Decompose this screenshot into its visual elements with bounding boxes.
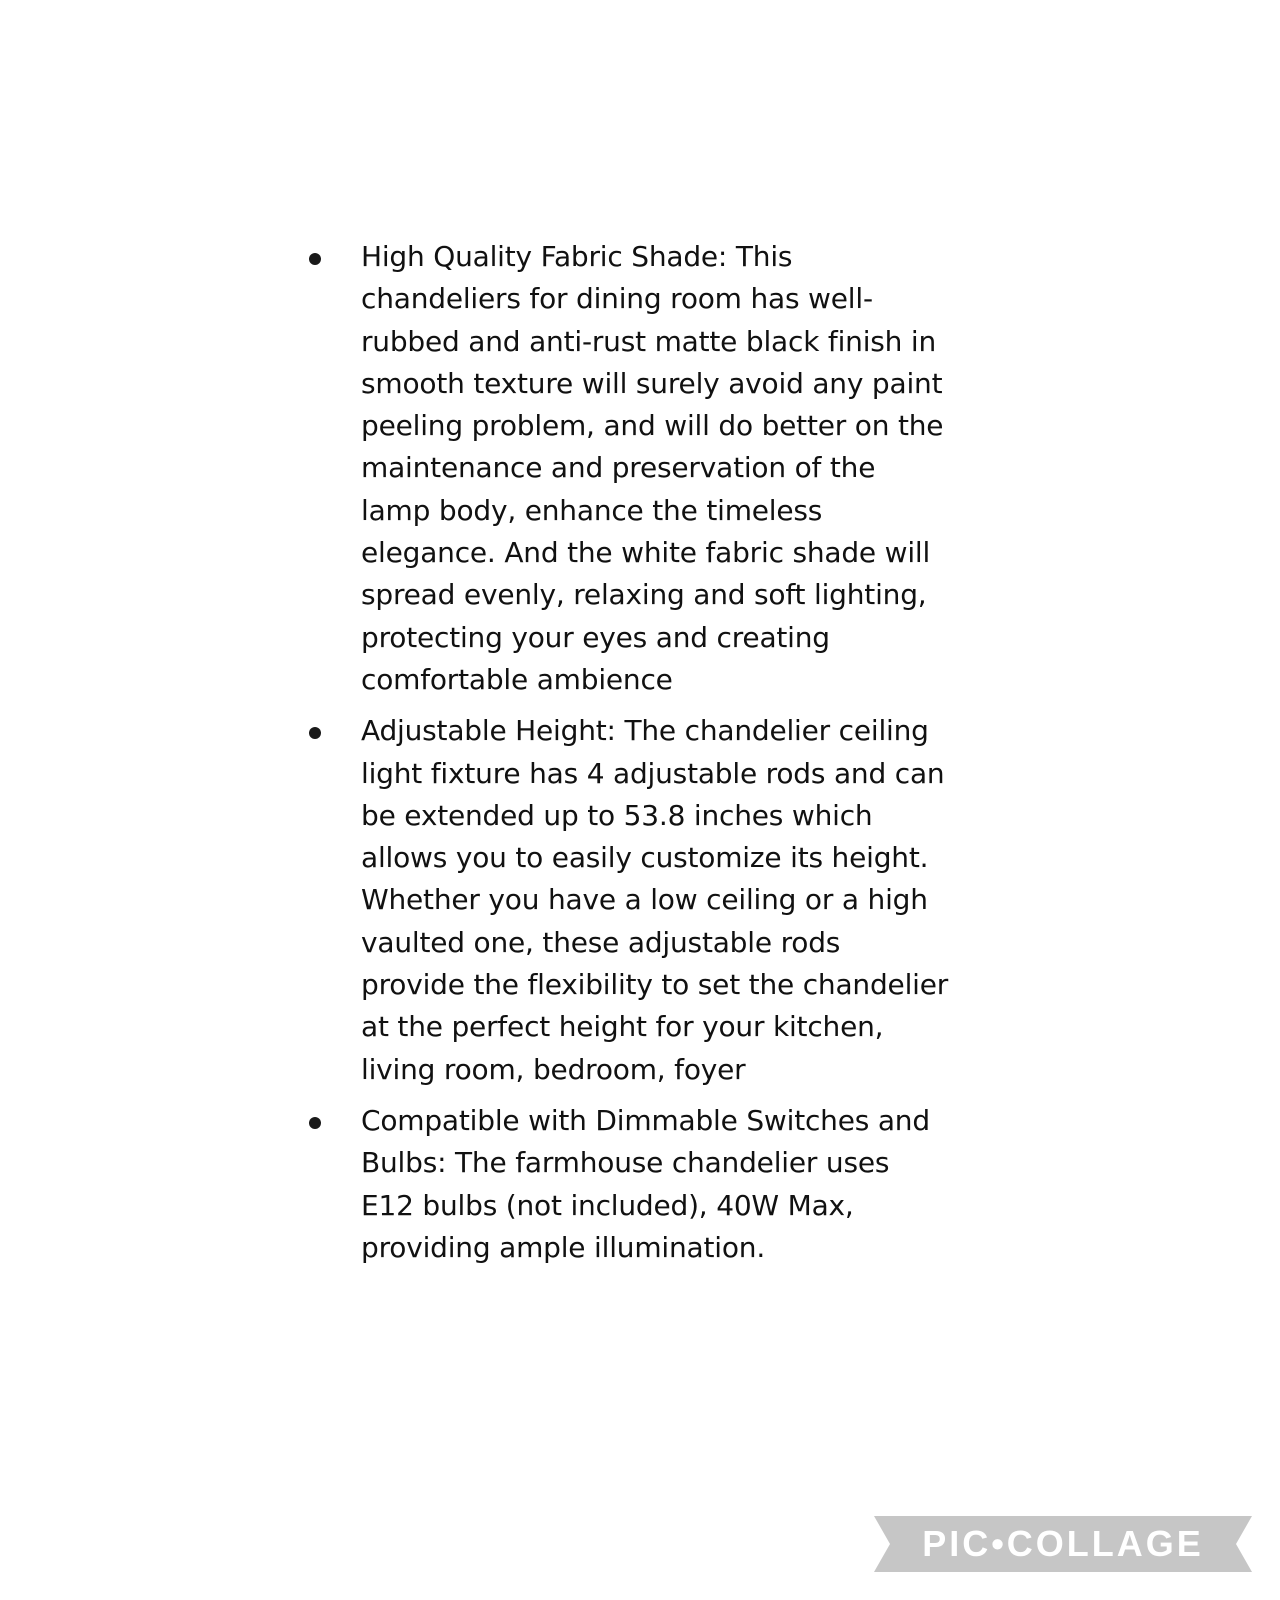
list-item	[309, 710, 949, 1091]
bullet-icon	[309, 727, 321, 739]
feature-content	[309, 236, 949, 1278]
list-item	[309, 1100, 949, 1269]
pic-collage-watermark	[874, 1516, 1252, 1572]
feature-text: Adjustable Height: The chandelier ceiling light fixture has 4 adjustable rods and can be extended up to 53.8 inches which allows you to easily customize its height. Whether you have a low ceiling or a high vaulted one, these adjustable rods provide the flexibility to set the chandelier at the perfect height for your kitchen, living room, bedroom, foyer	[361, 714, 949, 1086]
feature-text: High Quality Fabric Shade: This chandeliers for dining room has well-rubbed and anti-rust matte black finish in smooth texture will surely avoid any paint peeling problem, and will do better on the maintenance and preservation of the lamp body, enhance the timeless elegance. And the white fabric shade will spread evenly, relaxing and soft lighting, protecting your eyes and creating comfortable ambience	[361, 240, 944, 696]
watermark-text: PIC•COLLAGE	[922, 1523, 1204, 1564]
bullet-icon	[309, 253, 321, 265]
feature-text: Compatible with Dimmable Switches and Bulbs: The farmhouse chandelier uses E12 bulbs (not included), 40W Max, providing ample illumination.	[361, 1103, 930, 1264]
feature-bullet-list	[309, 236, 949, 1269]
list-item	[309, 236, 949, 701]
bullet-icon	[309, 1117, 321, 1129]
